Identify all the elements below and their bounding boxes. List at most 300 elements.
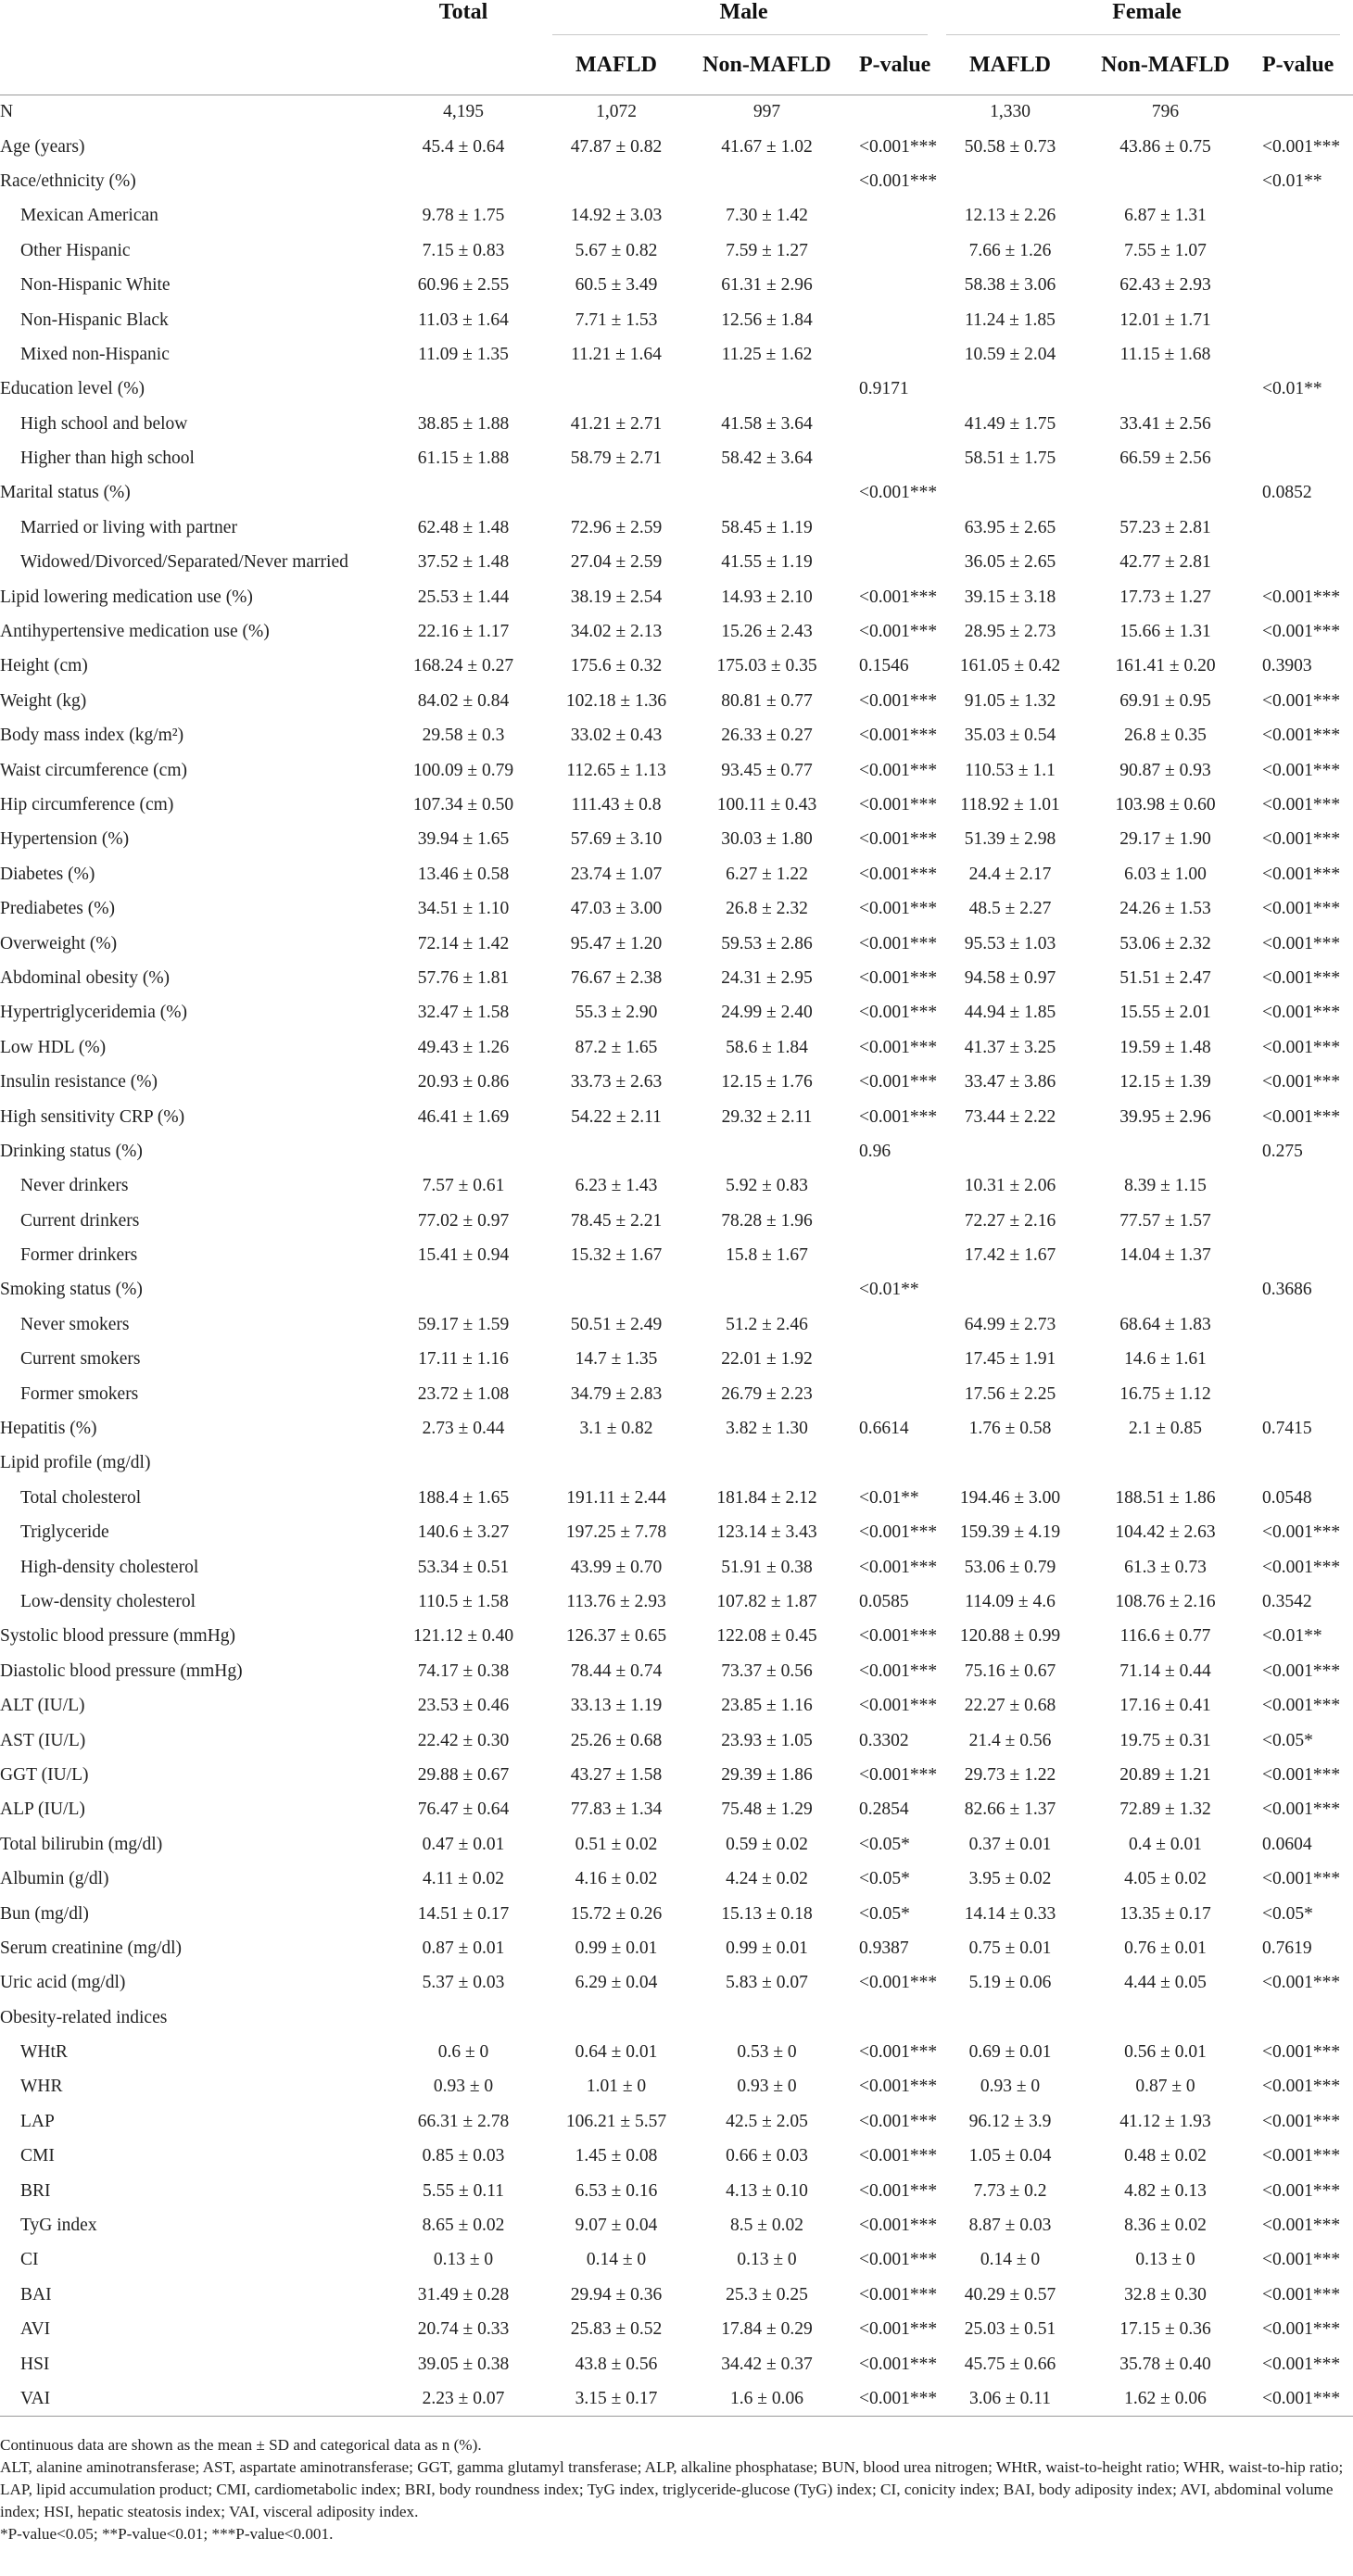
row-label: Hip circumference (cm) (0, 795, 174, 814)
cell-male-p-value: <0.001*** (859, 899, 938, 919)
footnote-data-format: Continuous data are shown as the mean ± SD and categorical data as n (%). (0, 2436, 482, 2454)
cell-male-p-value: <0.05* (859, 1903, 910, 1924)
cell-male-mafld: 126.37 ± 0.65 (565, 1626, 667, 1647)
cell-total: 4,195 (380, 95, 547, 130)
cell-male-p-value: <0.001*** (859, 2250, 938, 2270)
cell-male-p-value: <0.001*** (859, 1003, 938, 1023)
cell-male-mafld (547, 373, 686, 407)
cell-total: 100.09 ± 0.79 (412, 760, 514, 780)
cell-female-mafld (941, 1273, 1080, 1307)
row-label: Low-density cholesterol (20, 1591, 196, 1611)
cell-total: 31.49 ± 0.28 (417, 2284, 510, 2305)
cell-female-p-value: <0.001*** (1262, 1799, 1341, 1820)
cell-female-mafld: 82.66 ± 1.37 (964, 1799, 1056, 1820)
cell-male-mafld: 106.21 ± 5.57 (565, 2111, 667, 2131)
table-row (0, 1030, 1353, 1065)
cell-female-p-value: 0.7619 (1262, 1938, 1312, 1958)
cell-male-p-value: <0.001*** (859, 1973, 938, 1993)
cell-female-mafld (941, 164, 1080, 198)
table-row (0, 1516, 1353, 1550)
cell-female-mafld: 5.19 ± 0.06 (968, 1973, 1052, 1993)
cell-male-mafld (547, 476, 686, 511)
row-label: Total cholesterol (20, 1487, 142, 1508)
table-row (0, 268, 1353, 302)
cell-male-mafld (547, 1134, 686, 1168)
cell-male-mafld: 27.04 ± 2.59 (570, 552, 663, 573)
cell-male-mafld: 15.32 ± 1.67 (570, 1245, 663, 1266)
cell-female-p-value (1251, 95, 1353, 130)
row-label: Education level (%) (0, 379, 145, 399)
table-row (0, 1620, 1353, 1654)
cell-male-p-value: <0.001*** (859, 170, 938, 191)
cell-total: 49.43 ± 1.26 (417, 1037, 510, 1057)
cell-female-mafld: 72.27 ± 2.16 (964, 1210, 1056, 1231)
row-label: Serum creatinine (mg/dl) (0, 1938, 183, 1958)
cell-male-p-value (848, 546, 941, 580)
row-label: Non-Hispanic White (20, 275, 171, 296)
cell-female-non-mafld: 14.04 ± 1.37 (1119, 1245, 1211, 1266)
cell-male-non-mafld (686, 1134, 848, 1168)
cell-female-mafld: 0.75 ± 0.01 (968, 1938, 1052, 1958)
table-body (0, 95, 1353, 2417)
cell-total: 39.05 ± 0.38 (417, 2354, 510, 2374)
cell-female-p-value: <0.01** (1262, 170, 1322, 191)
table-row (0, 2070, 1353, 2104)
cell-female-p-value: <0.001*** (1262, 2354, 1341, 2374)
table-row (0, 2140, 1353, 2174)
table-row (0, 1897, 1353, 1931)
cell-male-non-mafld: 5.92 ± 0.83 (726, 1176, 808, 1196)
cell-female-mafld: 1.76 ± 0.58 (968, 1419, 1052, 1439)
cell-female-p-value: <0.001*** (1262, 2250, 1341, 2270)
cell-female-p-value: 0.275 (1262, 1141, 1303, 1161)
row-label: Other Hispanic (20, 240, 131, 260)
cell-male-non-mafld: 12.56 ± 1.84 (721, 309, 813, 330)
cell-female-mafld: 51.39 ± 2.98 (964, 829, 1056, 850)
row-label: Diastolic blood pressure (mmHg) (0, 1661, 243, 1681)
table-row (0, 2381, 1353, 2416)
row-label: TyG index (20, 2216, 97, 2236)
cell-female-non-mafld: 7.55 ± 1.07 (1124, 240, 1207, 260)
row-label: Waist circumference (cm) (0, 760, 187, 780)
cell-male-mafld: 95.47 ± 1.20 (570, 933, 663, 953)
cell-female-non-mafld: 6.87 ± 1.31 (1124, 206, 1207, 226)
cell-female-mafld: 7.66 ± 1.26 (968, 240, 1052, 260)
cell-male-p-value (848, 1446, 941, 1481)
cell-male-p-value (848, 95, 941, 130)
cell-female-p-value (1251, 1377, 1353, 1411)
cell-male-p-value: <0.01** (859, 1280, 919, 1300)
cell-female-non-mafld: 66.59 ± 2.56 (1119, 448, 1211, 469)
cell-male-mafld: 9.07 ± 0.04 (575, 2216, 658, 2236)
cell-female-p-value: 0.0852 (1262, 483, 1312, 503)
cell-female-p-value: 0.3542 (1262, 1591, 1312, 1611)
row-label: Marital status (%) (0, 483, 131, 503)
cell-male-p-value (848, 441, 941, 475)
cell-male-mafld: 6.23 ± 1.43 (575, 1176, 658, 1196)
cell-total: 2.73 ± 0.44 (422, 1419, 505, 1439)
cell-male-mafld: 1.01 ± 0 (586, 2077, 647, 2097)
cell-female-p-value (1251, 1307, 1353, 1342)
cell-female-non-mafld: 108.76 ± 2.16 (1115, 1591, 1216, 1611)
cell-total: 14.51 ± 0.17 (417, 1903, 510, 1924)
cell-male-non-mafld: 4.24 ± 0.02 (726, 1869, 808, 1889)
row-label: AST (IU/L) (0, 1730, 86, 1750)
cell-female-mafld: 50.58 ± 0.73 (964, 136, 1056, 157)
cell-female-mafld: 29.73 ± 1.22 (964, 1764, 1056, 1785)
cell-male-p-value: 0.0585 (859, 1591, 909, 1611)
cell-male-p-value: <0.001*** (859, 1106, 938, 1127)
table-row (0, 927, 1353, 961)
cell-female-non-mafld: 116.6 ± 0.77 (1119, 1626, 1211, 1647)
cell-female-non-mafld: 2.1 ± 0.85 (1129, 1419, 1202, 1439)
cell-female-non-mafld: 4.05 ± 0.02 (1124, 1869, 1207, 1889)
cell-male-non-mafld: 41.58 ± 3.64 (721, 413, 813, 434)
cell-male-non-mafld: 41.67 ± 1.02 (721, 136, 813, 157)
cell-female-mafld: 17.42 ± 1.67 (964, 1245, 1056, 1266)
cell-female-non-mafld: 26.8 ± 0.35 (1124, 726, 1207, 746)
table-row (0, 2313, 1353, 2347)
cell-female-mafld: 3.95 ± 0.02 (968, 1869, 1052, 1889)
cell-female-p-value: 0.3903 (1262, 656, 1312, 676)
cell-male-mafld: 34.02 ± 2.13 (570, 622, 663, 642)
cell-male-p-value: <0.001*** (859, 2042, 938, 2063)
cell-male-mafld: 76.67 ± 2.38 (570, 967, 663, 988)
table-row (0, 684, 1353, 718)
cell-total: 46.41 ± 1.69 (417, 1106, 510, 1127)
cell-female-non-mafld: 17.16 ± 0.41 (1119, 1696, 1211, 1716)
header-female-label: Female (1112, 0, 1182, 24)
cell-male-non-mafld: 100.11 ± 0.43 (716, 795, 817, 814)
cell-female-p-value (1251, 407, 1353, 441)
cell-male-p-value: <0.001*** (859, 1037, 938, 1057)
row-label: Uric acid (mg/dl) (0, 1973, 126, 1993)
cell-female-mafld: 161.05 ± 0.42 (959, 656, 1061, 676)
cell-male-p-value: <0.001*** (859, 622, 938, 642)
row-label: Weight (kg) (0, 690, 87, 711)
row-label: AVI (20, 2319, 51, 2340)
cell-female-p-value: <0.001*** (1262, 2284, 1341, 2305)
cell-male-non-mafld: 12.15 ± 1.76 (721, 1072, 813, 1092)
table-row (0, 1273, 1353, 1307)
cell-female-non-mafld (1080, 373, 1251, 407)
cell-total: 22.42 ± 0.30 (417, 1730, 510, 1750)
cell-female-p-value: <0.01** (1262, 1626, 1322, 1647)
cell-female-p-value: 0.3686 (1262, 1280, 1312, 1300)
cell-female-non-mafld: 39.95 ± 2.96 (1119, 1106, 1211, 1127)
cell-male-non-mafld: 0.66 ± 0.03 (726, 2146, 808, 2166)
cell-male-non-mafld: 15.13 ± 0.18 (721, 1903, 813, 1924)
cell-female-non-mafld: 104.42 ± 2.63 (1115, 1522, 1216, 1543)
row-label: Bun (mg/dl) (0, 1903, 89, 1924)
cell-total: 121.12 ± 0.40 (412, 1626, 514, 1647)
table-row (0, 1827, 1353, 1862)
cell-female-non-mafld: 6.03 ± 1.00 (1124, 864, 1207, 884)
cell-male-p-value (848, 337, 941, 372)
cell-female-p-value: <0.01** (1262, 379, 1322, 399)
cell-total: 39.94 ± 1.65 (417, 829, 510, 850)
cell-male-non-mafld: 11.25 ± 1.62 (721, 344, 813, 364)
cell-female-non-mafld: 12.15 ± 1.39 (1119, 1072, 1211, 1092)
cell-female-p-value: <0.001*** (1262, 899, 1341, 919)
cell-male-mafld: 47.87 ± 0.82 (570, 136, 663, 157)
cell-female-non-mafld: 4.82 ± 0.13 (1124, 2180, 1207, 2201)
row-label: Current drinkers (20, 1210, 140, 1231)
cell-female-mafld: 0.37 ± 0.01 (968, 1834, 1052, 1854)
cell-female-mafld: 44.94 ± 1.85 (964, 1003, 1056, 1023)
cell-male-p-value: <0.001*** (859, 2216, 938, 2236)
cell-male-p-value: <0.001*** (859, 1626, 938, 1647)
row-label: Body mass index (kg/m²) (0, 726, 184, 746)
table-row (0, 2243, 1353, 2278)
cell-total: 107.34 ± 0.50 (412, 795, 514, 814)
cell-female-p-value: <0.001*** (1262, 690, 1341, 711)
cell-female-non-mafld (1080, 1273, 1251, 1307)
cell-male-p-value: <0.001*** (859, 864, 938, 884)
table-row (0, 1585, 1353, 1619)
cell-male-mafld: 77.83 ± 1.34 (570, 1799, 663, 1820)
cell-female-non-mafld: 0.13 ± 0 (1135, 2250, 1195, 2270)
cell-female-p-value: <0.001*** (1262, 2111, 1341, 2131)
cell-male-non-mafld: 58.45 ± 1.19 (721, 517, 813, 537)
cell-total: 188.4 ± 1.65 (417, 1487, 510, 1508)
cell-female-non-mafld: 796 (1080, 95, 1251, 130)
cell-total: 168.24 ± 0.27 (412, 656, 514, 676)
cell-male-non-mafld: 42.5 ± 2.05 (726, 2111, 808, 2131)
cell-male-mafld: 29.94 ± 0.36 (570, 2284, 663, 2305)
cell-male-mafld: 58.79 ± 2.71 (570, 448, 663, 469)
cell-male-mafld: 23.74 ± 1.07 (570, 864, 663, 884)
cell-male-mafld: 14.92 ± 3.03 (570, 206, 663, 226)
cell-female-p-value (1251, 303, 1353, 337)
cell-male-non-mafld: 23.93 ± 1.05 (721, 1730, 813, 1750)
cell-female-p-value (1251, 1169, 1353, 1204)
table-row (0, 1862, 1353, 1896)
header-male-label: Male (719, 0, 768, 24)
cell-female-non-mafld: 24.26 ± 1.53 (1119, 899, 1211, 919)
cell-female-p-value: <0.001*** (1262, 2180, 1341, 2201)
cell-male-non-mafld (686, 476, 848, 511)
table-row (0, 650, 1353, 684)
cell-female-mafld: 94.58 ± 0.97 (964, 967, 1056, 988)
cell-female-non-mafld: 68.64 ± 1.83 (1119, 1314, 1211, 1334)
table-row (0, 2035, 1353, 2069)
row-label: Race/ethnicity (%) (0, 170, 136, 191)
table-row (0, 1793, 1353, 1827)
table-row (0, 234, 1353, 268)
table-row (0, 95, 1353, 130)
cell-female-p-value (1251, 337, 1353, 372)
table-row (0, 407, 1353, 441)
cell-female-non-mafld: 11.15 ± 1.68 (1119, 344, 1211, 364)
cell-male-p-value: <0.05* (859, 1834, 910, 1854)
table-row (0, 1377, 1353, 1411)
row-label: LAP (20, 2111, 55, 2131)
cell-male-p-value (848, 511, 941, 545)
cell-female-mafld: 58.38 ± 3.06 (964, 275, 1056, 296)
cell-female-mafld: 118.92 ± 1.01 (960, 795, 1060, 814)
cell-female-mafld: 75.16 ± 0.67 (964, 1661, 1056, 1681)
cell-female-mafld: 0.69 ± 0.01 (968, 2042, 1052, 2063)
cell-male-p-value: <0.001*** (859, 2146, 938, 2166)
cell-male-non-mafld (686, 164, 848, 198)
cell-female-non-mafld: 33.41 ± 2.56 (1119, 413, 1211, 434)
cell-female-p-value: <0.001*** (1262, 760, 1341, 780)
cell-male-mafld: 4.16 ± 0.02 (575, 1869, 658, 1889)
cell-female-p-value: <0.001*** (1262, 2319, 1341, 2340)
cell-male-p-value: <0.001*** (859, 967, 938, 988)
cell-female-p-value: <0.001*** (1262, 726, 1341, 746)
cell-total: 29.58 ± 0.3 (422, 726, 505, 746)
cell-female-mafld: 159.39 ± 4.19 (959, 1522, 1061, 1543)
cell-male-non-mafld: 61.31 ± 2.96 (721, 275, 813, 296)
cell-total: 11.03 ± 1.64 (418, 309, 509, 330)
table-row (0, 1931, 1353, 1965)
cell-total: 23.72 ± 1.08 (417, 1383, 510, 1404)
cell-male-p-value (848, 199, 941, 234)
cell-male-mafld: 50.51 ± 2.49 (570, 1314, 663, 1334)
cell-female-non-mafld: 90.87 ± 0.93 (1119, 760, 1211, 780)
cell-female-non-mafld: 29.17 ± 1.90 (1119, 829, 1211, 850)
cell-male-mafld: 111.43 ± 0.8 (571, 795, 662, 814)
row-label: High sensitivity CRP (%) (0, 1106, 185, 1127)
cell-male-mafld (547, 1273, 686, 1307)
cell-female-non-mafld: 53.06 ± 2.32 (1119, 933, 1211, 953)
cell-male-non-mafld: 0.59 ± 0.02 (726, 1834, 808, 1854)
cell-total: 7.57 ± 0.61 (422, 1176, 505, 1196)
cell-male-p-value (848, 1377, 941, 1411)
cell-female-non-mafld: 15.55 ± 2.01 (1119, 1003, 1211, 1023)
cell-female-non-mafld: 0.4 ± 0.01 (1129, 1834, 1202, 1854)
row-label: Hepatitis (%) (0, 1419, 97, 1439)
cell-female-non-mafld: 0.87 ± 0 (1135, 2077, 1195, 2097)
cell-female-mafld (941, 373, 1080, 407)
cell-male-mafld: 3.1 ± 0.82 (579, 1419, 653, 1439)
header-blank-3 (380, 35, 547, 95)
cell-female-mafld (941, 476, 1080, 511)
cell-female-non-mafld (1080, 1446, 1251, 1481)
cell-female-non-mafld: 15.66 ± 1.31 (1119, 622, 1211, 642)
cell-female-mafld: 58.51 ± 1.75 (964, 448, 1056, 469)
cell-female-non-mafld: 57.23 ± 2.81 (1119, 517, 1211, 537)
table-row (0, 511, 1353, 545)
table-row (0, 1654, 1353, 1688)
cell-male-non-mafld: 58.6 ± 1.84 (726, 1037, 808, 1057)
cell-female-mafld: 3.06 ± 0.11 (941, 2381, 1080, 2416)
cell-female-mafld: 48.5 ± 2.27 (968, 899, 1052, 919)
row-label: N (0, 95, 380, 130)
cell-male-non-mafld: 73.37 ± 0.56 (721, 1661, 813, 1681)
cell-male-non-mafld (686, 373, 848, 407)
cell-male-p-value: <0.001*** (859, 2319, 938, 2340)
cell-female-mafld: 194.46 ± 3.00 (959, 1487, 1061, 1508)
row-label: Triglyceride (20, 1522, 109, 1543)
cell-male-mafld: 43.8 ± 0.56 (575, 2354, 658, 2374)
table-row (0, 199, 1353, 234)
row-label: CMI (20, 2146, 55, 2166)
cell-male-non-mafld: 997 (686, 95, 848, 130)
cell-male-p-value (848, 303, 941, 337)
cell-female-p-value: <0.001*** (1262, 1973, 1341, 1993)
cell-total: 23.53 ± 0.46 (417, 1696, 510, 1716)
cell-female-mafld: 39.15 ± 3.18 (964, 587, 1056, 607)
cell-female-p-value: <0.001*** (1262, 1522, 1341, 1543)
cell-male-mafld: 102.18 ± 1.36 (565, 690, 667, 711)
cell-female-mafld: 21.4 ± 0.56 (968, 1730, 1052, 1750)
cell-female-p-value: <0.001*** (1262, 2077, 1341, 2097)
cell-female-non-mafld: 8.39 ± 1.15 (1124, 1176, 1207, 1196)
row-label: Total bilirubin (mg/dl) (0, 1834, 163, 1854)
cell-female-mafld (941, 1134, 1080, 1168)
cell-female-non-mafld: 43.86 ± 0.75 (1119, 136, 1211, 157)
cell-male-mafld: 54.22 ± 2.11 (571, 1106, 662, 1127)
table-row (0, 2104, 1353, 2139)
cell-total: 57.76 ± 1.81 (417, 967, 510, 988)
cell-male-non-mafld: 15.26 ± 2.43 (721, 622, 813, 642)
cell-male-non-mafld: 29.32 ± 2.11 (721, 1106, 813, 1127)
row-label: BRI (20, 2180, 51, 2201)
cell-female-mafld: 0.93 ± 0 (980, 2077, 1041, 2097)
cell-female-non-mafld: 4.44 ± 0.05 (1124, 1973, 1207, 1993)
cell-male-non-mafld: 25.3 ± 0.25 (726, 2284, 808, 2305)
table-row (0, 2001, 1353, 2035)
cell-total (380, 1134, 547, 1168)
cell-male-p-value: <0.001*** (859, 1557, 938, 1577)
cell-total: 5.37 ± 0.03 (422, 1973, 505, 1993)
cell-male-p-value: <0.001*** (859, 2077, 938, 2097)
cell-total: 29.88 ± 0.67 (417, 1764, 510, 1785)
cell-female-mafld: 17.56 ± 2.25 (964, 1383, 1056, 1404)
cell-female-mafld: 63.95 ± 2.65 (964, 517, 1056, 537)
table-row (0, 891, 1353, 926)
table-row (0, 337, 1353, 372)
cell-female-p-value (1251, 234, 1353, 268)
row-label: Low HDL (%) (0, 1037, 107, 1057)
cell-male-p-value (848, 1169, 941, 1204)
table-row (0, 441, 1353, 475)
table-row (0, 1411, 1353, 1446)
row-label: Obesity-related indices (0, 2007, 168, 2027)
table-row (0, 2174, 1353, 2208)
cell-male-mafld: 113.76 ± 2.93 (566, 1591, 666, 1611)
cell-male-mafld: 57.69 ± 3.10 (570, 829, 663, 850)
cell-total (380, 1273, 547, 1307)
cell-female-mafld: 7.73 ± 0.2 (973, 2180, 1047, 2201)
cell-total: 77.02 ± 0.97 (417, 1210, 510, 1231)
cell-female-mafld: 73.44 ± 2.22 (964, 1106, 1056, 1127)
cell-total: 60.96 ± 2.55 (417, 275, 510, 296)
cell-total: 0.87 ± 0.01 (422, 1938, 505, 1958)
table-row (0, 1065, 1353, 1099)
cell-female-p-value: <0.001*** (1262, 795, 1341, 814)
cell-male-mafld: 112.65 ± 1.13 (566, 760, 666, 780)
cell-male-mafld: 0.14 ± 0 (586, 2250, 647, 2270)
cell-female-non-mafld: 188.51 ± 1.86 (1115, 1487, 1216, 1508)
cell-female-non-mafld (1080, 476, 1251, 511)
cell-total: 25.53 ± 1.44 (417, 587, 510, 607)
cell-total: 8.65 ± 0.02 (422, 2216, 505, 2236)
cell-male-mafld (547, 1446, 686, 1481)
cell-total: 2.23 ± 0.07 (380, 2381, 547, 2416)
row-label: Age (years) (0, 136, 85, 157)
cell-female-mafld: 0.14 ± 0 (980, 2250, 1041, 2270)
cell-male-non-mafld: 5.83 ± 0.07 (726, 1973, 808, 1993)
cell-male-non-mafld: 58.42 ± 3.64 (721, 448, 813, 469)
row-label: GGT (IU/L) (0, 1764, 89, 1785)
row-label: Height (cm) (0, 656, 88, 676)
cell-female-mafld (941, 2001, 1080, 2035)
cell-male-mafld: 1,072 (547, 95, 686, 130)
